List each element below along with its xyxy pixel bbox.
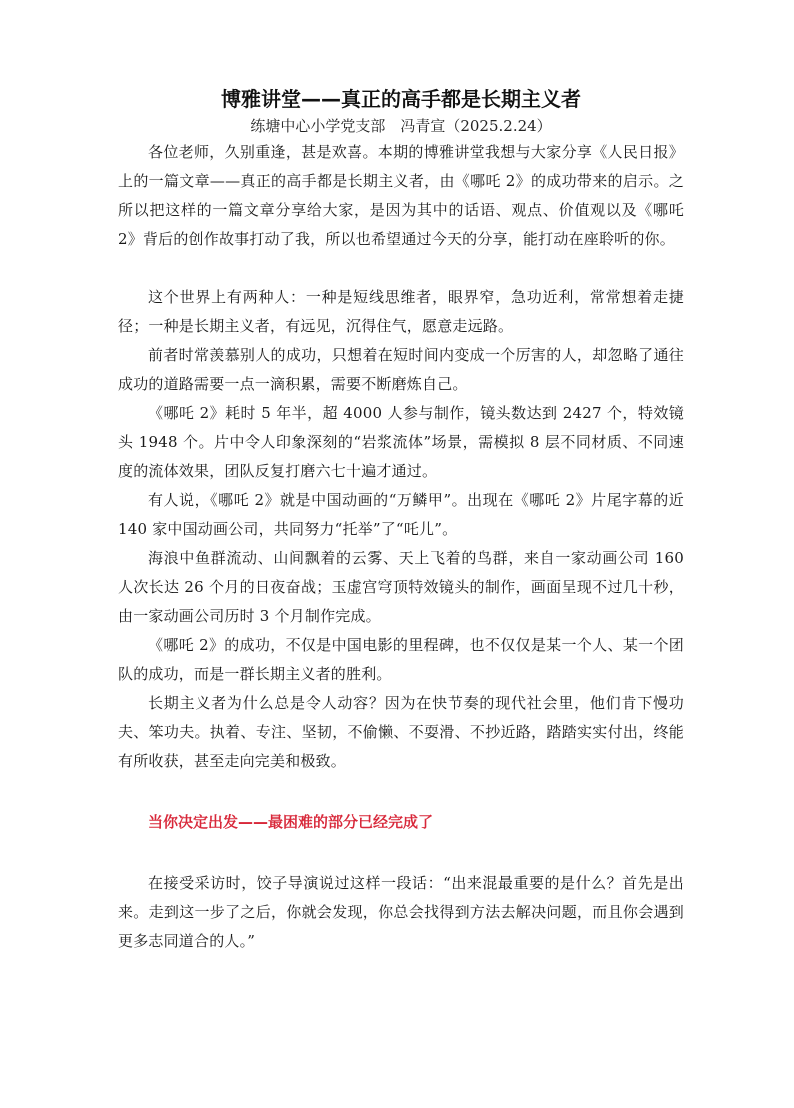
paragraph: 《哪吒 2》的成功，不仅是中国电影的里程碑，也不仅仅是某一个人、某一个团队的成功，而是一群长期主义者的胜利。 [118, 636, 684, 683]
spacer [118, 776, 684, 808]
paragraph: 长期主义者为什么总是令人动容？因为在快节奏的现代社会里，他们肯下慢功夫、笨功夫。执着、专注、坚韧，不偷懒、不耍滑、不抄近路，踏踏实实付出，终能有所收获，甚至走向完美和极致。 [118, 694, 684, 770]
page-title: 博雅讲堂——真正的高手都是长期主义者 [221, 87, 581, 111]
paragraph: 海浪中鱼群流动、山间飘着的云雾、天上飞着的鸟群，来自一家动画公司 160 人次长达 26 个月的日夜奋战；玉虚宫穹顶特效镜头的制作，画面呈现不过几十秒，由一家动画公司历时 3 个月制作完成。 [118, 549, 684, 625]
paragraph-final: 在接受采访时，饺子导演说过这样一段话：“出来混最重要的是什么？首先是出来。走到这一步了之后，你就会发现，你总会找得到方法去解决问题，而且你会遇到更多志同道合的人。” [118, 874, 684, 950]
byline: 练塘中心小学党支部 冯青宣（2025.2.24） [250, 117, 552, 135]
section-heading: 当你决定出发——最困难的部分已经完成了 [148, 813, 434, 831]
document-page [118, 84, 684, 956]
paragraph: 有人说，《哪吒 2》就是中国动画的“万鳞甲”。出现在《哪吒 2》片尾字幕的近 140 家中国动画公司，共同努力“托举”了“吒儿”。 [118, 491, 684, 538]
spacer [118, 254, 684, 283]
paragraph: 这个世界上有两种人：一种是短线思维者，眼界窄，急功近利，常常想着走捷径；一种是长期主义者，有远见，沉得住气，愿意走远路。 [118, 288, 684, 335]
paragraph: 前者时常羡慕别人的成功，只想着在短时间内变成一个厉害的人，却忽略了通往成功的道路需要一点一滴积累，需要不断磨炼自己。 [118, 346, 684, 393]
paragraph: 《哪吒 2》耗时 5 年半，超 4000 人参与制作，镜头数达到 2427 个，特效镜头 1948 个。片中令人印象深刻的“岩浆流体”场景，需模拟 8 层不同材质、不同速度的流体效果，团队反复打磨六七十遍才通过。 [118, 404, 684, 480]
spacer [118, 837, 684, 869]
paragraph-intro: 各位老师，久别重逢，甚是欢喜。本期的博雅讲堂我想与大家分享《人民日报》上的一篇文章——真正的高手都是长期主义者，由《哪吒 2》的成功带来的启示。之所以把这样的一篇文章分享给大家，是因为其中的话语、观点、价值观以及《哪吒 2》背后的创作故事打动了我，所以也希望通过今天的分享，能打动在座聆听的你。 [118, 143, 684, 248]
